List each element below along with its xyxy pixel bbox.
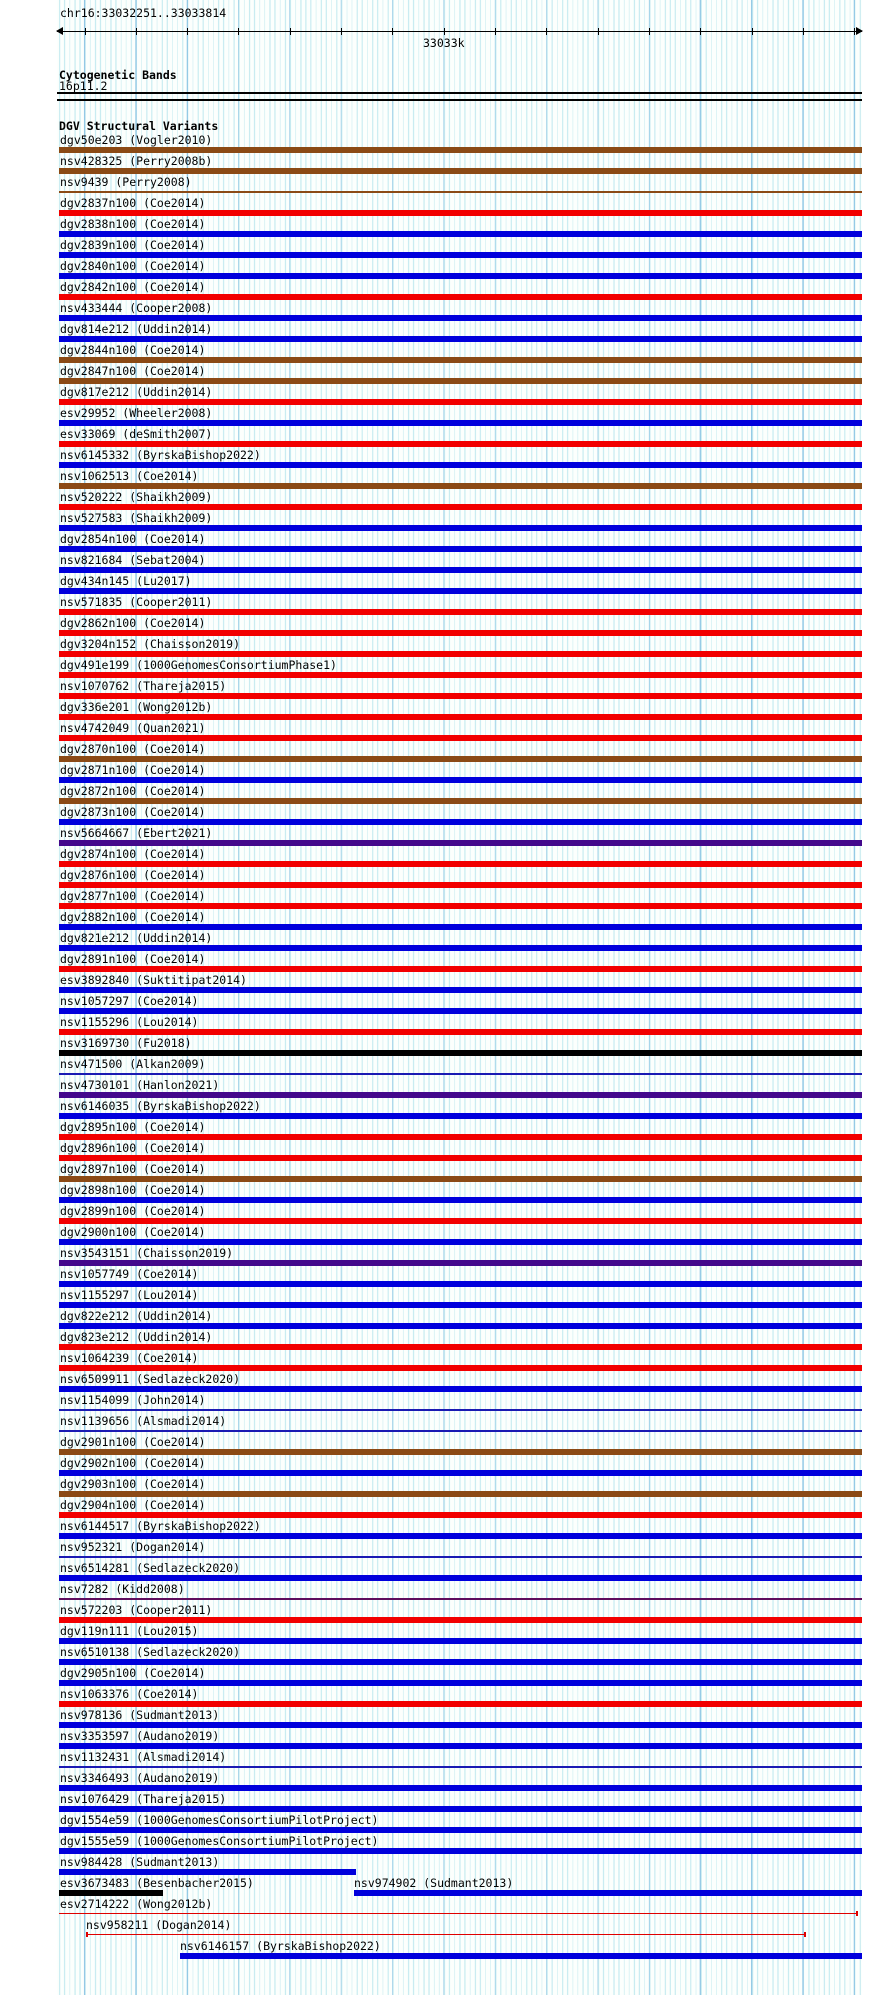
variant-label[interactable]: nsv6514281 (Sedlazeck2020) (60, 1561, 241, 1575)
ruler-tick (649, 28, 650, 35)
variant-label[interactable]: dgv2905n100 (Coe2014) (60, 1666, 206, 1680)
variant-bar[interactable] (59, 1827, 862, 1833)
variant-label[interactable]: dgv3204n152 (Chaisson2019) (60, 637, 241, 651)
variant-row (0, 807, 890, 828)
variant-row (0, 1143, 890, 1164)
variant-bar-endcap[interactable] (856, 1911, 858, 1916)
ruler-left-arrow-icon (56, 27, 63, 35)
ruler-tick (341, 28, 342, 35)
region-coordinates-label: chr16:33032251..33033814 (60, 6, 227, 20)
variant-label[interactable]: nsv6146157 (ByrskaBishop2022) (180, 1939, 381, 1953)
variant-bar[interactable] (59, 315, 862, 321)
variant-bar[interactable] (59, 357, 862, 363)
variant-bar[interactable] (59, 525, 862, 531)
variant-row (0, 765, 890, 786)
ruler-tick (854, 28, 855, 35)
variant-label[interactable]: nsv471500 (Alkan2009) (60, 1057, 206, 1071)
variant-bar[interactable] (59, 651, 862, 657)
variant-bar[interactable] (59, 1008, 862, 1014)
variant-label[interactable]: nsv6509911 (Sedlazeck2020) (60, 1372, 241, 1386)
variant-label[interactable]: dgv2847n100 (Coe2014) (60, 364, 206, 378)
variant-row (0, 1080, 890, 1101)
variant-bar[interactable] (59, 1176, 862, 1182)
variant-label[interactable]: nsv958211 (Dogan2014) (86, 1918, 232, 1932)
variant-bar[interactable] (59, 861, 862, 867)
variant-row (0, 1731, 890, 1752)
ruler-tick (752, 28, 753, 35)
variant-bar[interactable] (59, 1449, 862, 1455)
variant-label[interactable]: dgv2872n100 (Coe2014) (60, 784, 206, 798)
variant-bar[interactable] (59, 609, 862, 615)
variant-label[interactable]: dgv2873n100 (Coe2014) (60, 805, 206, 819)
variant-label[interactable]: dgv336e201 (Wong2012b) (60, 700, 213, 714)
variant-label[interactable]: nsv952321 (Dogan2014) (60, 1540, 206, 1554)
variant-row (0, 1605, 890, 1626)
variant-row (0, 1710, 890, 1731)
variant-row (0, 639, 890, 660)
variant-bar[interactable] (59, 1197, 862, 1203)
cytogenetic-band-16p11-2[interactable] (57, 92, 862, 101)
variant-label[interactable]: nsv1063376 (Coe2014) (60, 1687, 199, 1701)
variant-label[interactable]: dgv2837n100 (Coe2014) (60, 196, 206, 210)
ruler-tick (392, 28, 393, 35)
variant-row (0, 261, 890, 282)
variant-label[interactable]: dgv821e212 (Uddin2014) (60, 931, 213, 945)
variant-label[interactable]: nsv1155297 (Lou2014) (60, 1288, 199, 1302)
variant-label[interactable]: dgv2874n100 (Coe2014) (60, 847, 206, 861)
variant-bar[interactable] (59, 1218, 862, 1224)
variant-bar[interactable] (59, 756, 862, 762)
variant-label[interactable]: nsv978136 (Sudmant2013) (60, 1708, 220, 1722)
variant-label[interactable]: dgv2870n100 (Coe2014) (60, 742, 206, 756)
variant-label[interactable]: nsv1064239 (Coe2014) (60, 1351, 199, 1365)
variant-row (0, 1815, 890, 1836)
variant-row (0, 954, 890, 975)
variant-bar[interactable] (59, 1743, 862, 1749)
variant-bar[interactable] (59, 1260, 862, 1266)
variant-bar[interactable] (59, 1701, 862, 1707)
variant-label[interactable]: esv2714222 (Wong2012b) (60, 1897, 213, 1911)
variant-row (0, 1836, 890, 1857)
variant-row (0, 1857, 890, 1878)
variant-label[interactable]: nsv5664667 (Ebert2021) (60, 826, 213, 840)
variant-bar[interactable] (59, 210, 862, 216)
variant-bar[interactable] (59, 1638, 862, 1644)
variant-bar[interactable] (59, 191, 862, 193)
variant-label[interactable]: nsv1139656 (Alsmadi2014) (60, 1414, 227, 1428)
variant-row (0, 597, 890, 618)
variant-bar[interactable] (59, 1722, 862, 1728)
variant-bar[interactable] (59, 1533, 862, 1539)
variant-label[interactable]: nsv6145332 (ByrskaBishop2022) (60, 448, 261, 462)
variant-label[interactable]: dgv50e203 (Vogler2010) (60, 133, 213, 147)
variant-bar[interactable] (59, 1575, 862, 1581)
variant-label[interactable]: dgv491e199 (1000GenomesConsortiumPhase1) (60, 658, 337, 672)
ruler-line (57, 31, 862, 32)
variant-bar[interactable] (59, 1913, 858, 1914)
variant-row (0, 513, 890, 534)
variant-row (0, 1626, 890, 1647)
ruler-tick-label: 33033k (423, 36, 465, 50)
variant-label[interactable]: nsv6510138 (Sedlazeck2020) (60, 1645, 241, 1659)
variant-label[interactable]: esv33069 (deSmith2007) (60, 427, 213, 441)
variant-bar[interactable] (59, 1155, 862, 1161)
variant-bar[interactable] (59, 1848, 862, 1854)
variant-label[interactable]: nsv1057749 (Coe2014) (60, 1267, 199, 1281)
variant-row (0, 282, 890, 303)
variant-row (0, 135, 890, 156)
variant-row (0, 1374, 890, 1395)
variant-bar-endcap[interactable] (804, 1932, 806, 1937)
variant-label[interactable]: nsv520222 (Shaikh2009) (60, 490, 213, 504)
variant-row (0, 1878, 890, 1899)
variant-bar[interactable] (59, 903, 862, 909)
variant-row (0, 1017, 890, 1038)
variant-bar-endcap[interactable] (86, 1932, 88, 1937)
variant-row (0, 870, 890, 891)
variant-label[interactable]: nsv1132431 (Alsmadi2014) (60, 1750, 227, 1764)
variant-bar[interactable] (59, 546, 862, 552)
variant-row (0, 1185, 890, 1206)
variant-row (0, 576, 890, 597)
variant-bar[interactable] (59, 1617, 862, 1623)
variant-row (0, 1500, 890, 1521)
variant-row (0, 408, 890, 429)
variant-bar[interactable] (59, 378, 862, 384)
variant-row (0, 1332, 890, 1353)
variant-bar[interactable] (59, 1386, 862, 1392)
variant-label[interactable]: dgv2882n100 (Coe2014) (60, 910, 206, 924)
variant-label[interactable]: dgv2898n100 (Coe2014) (60, 1183, 206, 1197)
variant-label[interactable]: dgv2904n100 (Coe2014) (60, 1498, 206, 1512)
variant-row (0, 681, 890, 702)
variant-bar[interactable] (59, 630, 862, 636)
cytogenetic-track-title: Cytogenetic Bands (59, 68, 177, 82)
ruler-tick (444, 28, 445, 35)
variant-row (0, 1521, 890, 1542)
variant-row (0, 1668, 890, 1689)
variant-bar[interactable] (59, 1323, 862, 1329)
variant-label[interactable]: dgv1555e59 (1000GenomesConsortiumPilotProject) (60, 1834, 379, 1848)
variant-label[interactable]: dgv2891n100 (Coe2014) (60, 952, 206, 966)
variant-bar[interactable] (59, 294, 862, 300)
variant-row (0, 912, 890, 933)
variant-row (0, 1752, 890, 1773)
variant-row (0, 1458, 890, 1479)
variant-row (0, 744, 890, 765)
variant-bar[interactable] (59, 336, 862, 342)
variant-row (0, 303, 890, 324)
variant-row (0, 660, 890, 681)
variant-bar[interactable] (59, 1344, 862, 1350)
variant-bar[interactable] (59, 966, 862, 972)
variant-label[interactable]: dgv2877n100 (Coe2014) (60, 889, 206, 903)
variant-label[interactable]: dgv2902n100 (Coe2014) (60, 1456, 206, 1470)
variant-bar[interactable] (59, 1470, 862, 1476)
variant-label[interactable]: nsv1155296 (Lou2014) (60, 1015, 199, 1029)
variant-label[interactable]: esv3673483 (Besenbacher2015) (60, 1876, 254, 1890)
variant-label[interactable]: esv3892840 (Suktitipat2014) (60, 973, 247, 987)
variant-bar[interactable] (59, 168, 862, 174)
variant-row (0, 1290, 890, 1311)
variant-bar[interactable] (59, 1029, 862, 1035)
variant-bar[interactable] (86, 1934, 806, 1935)
variant-label[interactable]: nsv3346493 (Audano2019) (60, 1771, 220, 1785)
ruler-tick (700, 28, 701, 35)
variant-row (0, 1206, 890, 1227)
variant-bar[interactable] (59, 252, 862, 258)
ruler-tick (290, 28, 291, 35)
variant-bar[interactable] (59, 504, 862, 510)
variant-label[interactable]: dgv2862n100 (Coe2014) (60, 616, 206, 630)
variant-bar[interactable] (59, 483, 862, 489)
variant-row (0, 1920, 890, 1941)
dgv-track-title: DGV Structural Variants (59, 119, 219, 133)
variant-bar[interactable] (59, 882, 862, 888)
variant-bar[interactable] (59, 987, 862, 993)
variant-label[interactable]: dgv822e212 (Uddin2014) (60, 1309, 213, 1323)
variant-bar[interactable] (59, 1409, 862, 1411)
variant-label[interactable]: nsv7282 (Kidd2008) (60, 1582, 185, 1596)
ruler-tick (85, 28, 86, 35)
variant-bar[interactable] (59, 1134, 862, 1140)
variant-label[interactable]: nsv1076429 (Thareja2015) (60, 1792, 227, 1806)
variant-row (0, 933, 890, 954)
variant-label[interactable]: dgv2899n100 (Coe2014) (60, 1204, 206, 1218)
variant-bar[interactable] (59, 1890, 163, 1896)
variant-row (0, 1542, 890, 1563)
cytogenetic-band-label: 16p11.2 (59, 79, 108, 93)
variant-bar[interactable] (59, 945, 862, 951)
variant-label[interactable]: esv29952 (Wheeler2008) (60, 406, 213, 420)
variant-row (0, 975, 890, 996)
variant-bar[interactable] (59, 588, 862, 594)
variant-bar[interactable] (59, 567, 862, 573)
variant-bar[interactable] (59, 1113, 862, 1119)
variant-label[interactable]: nsv527583 (Shaikh2009) (60, 511, 213, 525)
variant-row (0, 1353, 890, 1374)
variant-bar[interactable] (59, 1239, 862, 1245)
variant-row (0, 1437, 890, 1458)
variant-row (0, 1311, 890, 1332)
variant-row (0, 849, 890, 870)
ruler-tick (238, 28, 239, 35)
variant-bar[interactable] (59, 399, 862, 405)
variant-bar[interactable] (59, 1512, 862, 1518)
variant-row (0, 1794, 890, 1815)
variant-bar[interactable] (59, 1302, 862, 1308)
variant-row (0, 1395, 890, 1416)
variant-row (0, 1941, 890, 1962)
ruler-tick (803, 28, 804, 35)
variant-label[interactable]: dgv2876n100 (Coe2014) (60, 868, 206, 882)
variant-label[interactable]: nsv571835 (Cooper2011) (60, 595, 213, 609)
variant-bar[interactable] (59, 1869, 356, 1875)
ruler-tick (495, 28, 496, 35)
variant-bar[interactable] (59, 1365, 862, 1371)
variant-label[interactable]: dgv1554e59 (1000GenomesConsortiumPilotProject) (60, 1813, 379, 1827)
variant-label[interactable]: nsv9439 (Perry2008) (60, 175, 192, 189)
variant-row (0, 429, 890, 450)
variant-row (0, 1059, 890, 1080)
variant-bar[interactable] (59, 1556, 862, 1558)
variant-bar[interactable] (59, 1785, 862, 1791)
variant-row (0, 1773, 890, 1794)
variant-bar[interactable] (59, 693, 862, 699)
variant-row (0, 891, 890, 912)
variant-row (0, 1101, 890, 1122)
variant-label[interactable]: nsv821684 (Sebat2004) (60, 553, 206, 567)
variant-label[interactable]: dgv2900n100 (Coe2014) (60, 1225, 206, 1239)
variant-row (0, 450, 890, 471)
variant-row (0, 1899, 890, 1920)
variant-row (0, 198, 890, 219)
variant-label[interactable]: dgv2838n100 (Coe2014) (60, 217, 206, 231)
variant-bar[interactable] (59, 672, 862, 678)
variant-row (0, 1122, 890, 1143)
variant-bar[interactable] (59, 798, 862, 804)
variant-bar[interactable] (59, 1598, 862, 1600)
variant-label[interactable]: nsv6144517 (ByrskaBishop2022) (60, 1519, 261, 1533)
variant-row (0, 1269, 890, 1290)
variant-row (0, 1164, 890, 1185)
ruler-tick (136, 28, 137, 35)
variant-bar[interactable] (59, 1073, 862, 1075)
variant-bar[interactable] (59, 231, 862, 237)
variant-row (0, 345, 890, 366)
ruler-right-arrow-icon (856, 27, 863, 35)
variant-bar[interactable] (59, 1659, 862, 1665)
variant-label[interactable]: dgv2901n100 (Coe2014) (60, 1435, 206, 1449)
variant-label[interactable]: dgv2897n100 (Coe2014) (60, 1162, 206, 1176)
variant-label[interactable]: dgv2895n100 (Coe2014) (60, 1120, 206, 1134)
variant-row (0, 534, 890, 555)
variant-row (0, 1584, 890, 1605)
variant-label[interactable]: nsv433444 (Cooper2008) (60, 301, 213, 315)
variant-row (0, 387, 890, 408)
variant-label[interactable]: dgv2844n100 (Coe2014) (60, 343, 206, 357)
variant-label[interactable]: dgv119n111 (Lou2015) (60, 1624, 199, 1638)
variant-label[interactable]: nsv4742049 (Quan2021) (60, 721, 206, 735)
variant-label[interactable]: nsv428325 (Perry2008b) (60, 154, 213, 168)
variant-bar[interactable] (59, 441, 862, 447)
variant-label[interactable]: nsv1154099 (John2014) (60, 1393, 206, 1407)
variant-row (0, 240, 890, 261)
variant-row (0, 996, 890, 1017)
variant-row (0, 618, 890, 639)
variant-row (0, 1647, 890, 1668)
variant-label[interactable]: dgv434n145 (Lu2017) (60, 574, 192, 588)
variant-label[interactable]: nsv572203 (Cooper2011) (60, 1603, 213, 1617)
ruler-tick (546, 28, 547, 35)
variant-row (0, 471, 890, 492)
variant-label[interactable]: dgv814e212 (Uddin2014) (60, 322, 213, 336)
variant-row (0, 1248, 890, 1269)
variant-row (0, 1479, 890, 1500)
variant-bar[interactable] (59, 1092, 862, 1098)
variant-bar[interactable] (59, 714, 862, 720)
variant-row (0, 786, 890, 807)
variant-label[interactable]: dgv2854n100 (Coe2014) (60, 532, 206, 546)
variant-label[interactable]: nsv6146035 (ByrskaBishop2022) (60, 1099, 261, 1113)
variant-label[interactable]: nsv4730101 (Hanlon2021) (60, 1078, 220, 1092)
variant-bar[interactable] (354, 1890, 862, 1896)
variant-bar[interactable] (59, 147, 862, 153)
variant-row (0, 156, 890, 177)
ruler-tick (598, 28, 599, 35)
variant-label[interactable]: dgv2839n100 (Coe2014) (60, 238, 206, 252)
variant-row (0, 177, 890, 198)
variant-label[interactable]: nsv984428 (Sudmant2013) (60, 1855, 220, 1869)
variant-row (0, 219, 890, 240)
variant-bar[interactable] (180, 1953, 862, 1959)
variant-label[interactable]: dgv2840n100 (Coe2014) (60, 259, 206, 273)
variant-bar[interactable] (59, 1806, 862, 1812)
variant-bar[interactable] (59, 273, 862, 279)
variant-row (0, 702, 890, 723)
variant-bar[interactable] (59, 1281, 862, 1287)
variant-label[interactable]: nsv1057297 (Coe2014) (60, 994, 199, 1008)
variant-row (0, 492, 890, 513)
variant-label[interactable]: nsv3543151 (Chaisson2019) (60, 1246, 234, 1260)
variant-label[interactable]: nsv3353597 (Audano2019) (60, 1729, 220, 1743)
variant-label[interactable]: nsv1062513 (Coe2014) (60, 469, 199, 483)
variant-label[interactable]: dgv823e212 (Uddin2014) (60, 1330, 213, 1344)
variant-bar[interactable] (59, 819, 862, 825)
variant-row (0, 1227, 890, 1248)
variant-label[interactable]: dgv2903n100 (Coe2014) (60, 1477, 206, 1491)
variant-row (0, 828, 890, 849)
variant-row (0, 1038, 890, 1059)
variant-bar[interactable] (59, 1491, 862, 1497)
variant-bar[interactable] (59, 1680, 862, 1686)
variant-row (0, 366, 890, 387)
variant-bar[interactable] (59, 735, 862, 741)
variant-bar[interactable] (59, 777, 862, 783)
variant-row (0, 723, 890, 744)
variant-label[interactable]: dgv2871n100 (Coe2014) (60, 763, 206, 777)
variant-row (0, 555, 890, 576)
variant-bar[interactable] (59, 840, 862, 846)
ruler-tick (187, 28, 188, 35)
variant-bar[interactable] (59, 924, 862, 930)
variant-row (0, 324, 890, 345)
variant-row (0, 1689, 890, 1710)
variant-label[interactable]: nsv1070762 (Thareja2015) (60, 679, 227, 693)
variant-label[interactable]: dgv817e212 (Uddin2014) (60, 385, 213, 399)
variant-label[interactable]: dgv2842n100 (Coe2014) (60, 280, 206, 294)
variant-bar[interactable] (59, 462, 862, 468)
variant-row (0, 1416, 890, 1437)
variant-label[interactable]: nsv3169730 (Fu2018) (60, 1036, 192, 1050)
variant-row (0, 1563, 890, 1584)
variant-label[interactable]: dgv2896n100 (Coe2014) (60, 1141, 206, 1155)
variant-label[interactable]: nsv974902 (Sudmant2013) (354, 1876, 514, 1890)
variant-bar[interactable] (59, 1050, 862, 1056)
variant-bar[interactable] (59, 1766, 862, 1768)
variant-bar[interactable] (59, 1430, 862, 1432)
variant-bar[interactable] (59, 420, 862, 426)
